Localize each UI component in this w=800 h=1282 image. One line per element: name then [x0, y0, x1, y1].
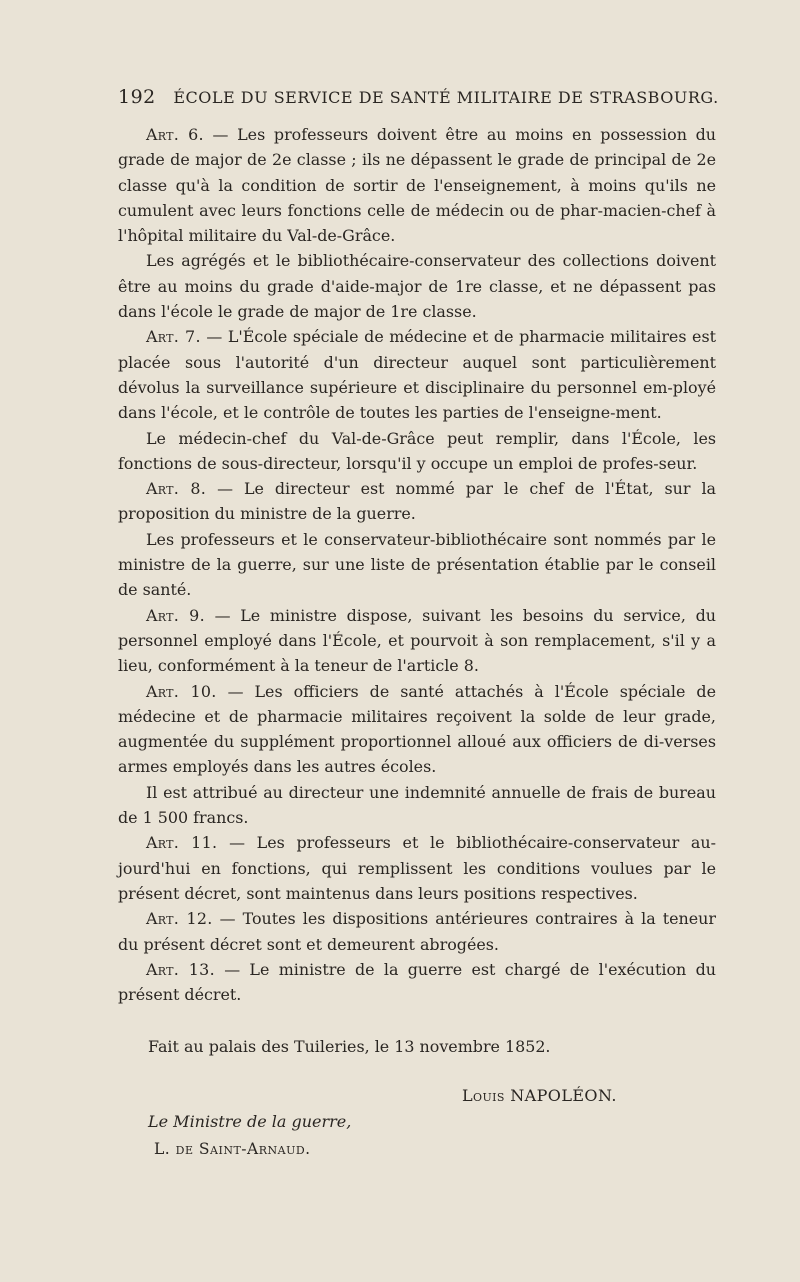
article-label: Art. 7.	[146, 327, 201, 347]
paragraph-text: — Toutes les dispositions antérieures contraires à la teneur du présent décret sont et demeurent abrogées.	[118, 909, 716, 954]
paragraph-art-12	[118, 906, 716, 957]
paragraph-text: — Le directeur est nommé par le chef de l'État, sur la proposition du ministre de la guerre.	[118, 479, 717, 524]
paragraph-art-13	[118, 957, 716, 1008]
article-label: Art. 13.	[146, 959, 215, 979]
paragraph-text: Le médecin-chef du Val-de-Grâce peut remplir, dans l'École, les fonctions de sous-directeur, lorsqu'il y occupe un emploi de profes-seur.	[118, 428, 716, 473]
article-label: Art. 8.	[146, 479, 207, 499]
paragraph-text: Il est attribué au directeur une indemnité annuelle de frais de bureau de 1 500 francs.	[118, 782, 716, 828]
paragraph-text: — Les professeurs et le bibliothécaire-conservateur au-jourd'hui en fonctions, qui remplissent les conditions voulues par le présent décret, sont maintenus dans leurs positions respectives.	[118, 833, 716, 903]
paragraph	[118, 426, 716, 477]
page-number: 192	[118, 86, 156, 108]
paragraph-text: — Le ministre de la guerre est chargé de l'exécution du présent décret.	[118, 959, 716, 1005]
paragraph-art-9	[118, 603, 716, 679]
paragraph-art-7	[118, 324, 716, 425]
signature-minister: L. de Saint-Arnaud.	[154, 1140, 311, 1158]
body-text	[118, 122, 716, 1007]
paragraph	[118, 780, 716, 831]
signature-emperor: Louis NAPOLÉON.	[462, 1086, 617, 1105]
paragraph	[118, 527, 716, 603]
paragraph-art-6	[118, 122, 716, 248]
article-label: Art. 10.	[146, 681, 217, 701]
paragraph-text: Les agrégés et le bibliothécaire-conservateur des collections doivent être au moins du grade d'aide-major de 1re classe, et ne dépassent pas dans l'école le grade de major de 1re classe.	[118, 251, 716, 322]
paragraph-text: — Les professeurs doivent être au moins en possession du grade de major de 2e classe ; ils ne dépassent le grade de principal de 2e classe qu'à la condition de sortir de l'enseignement, à moins qu'ils ne cumulent avec leurs fonctions celle de médecin ou de phar-macien-chef à l'hôpital militaire du Val-de-Grâce.	[118, 125, 717, 246]
header-title: ÉCOLE DU SERVICE DE SANTÉ MILITAIRE DE STRASBOURG.	[173, 88, 719, 107]
paragraph-text: — Le ministre dispose, suivant les besoins du service, du personnel employé dans l'École, et pourvoit à son remplacement, s'il y a lieu, conformément à la teneur de l'article 8.	[118, 605, 717, 676]
paragraph-text: — Les officiers de santé attachés à l'École spéciale de médecine et de pharmacie militaires reçoivent la solde de leur grade, augmentée du supplément proportionnel alloué aux officiers de di-verses armes employés dans les autres écoles.	[118, 681, 716, 777]
paragraph	[118, 248, 716, 324]
article-label: Art. 6.	[146, 125, 204, 144]
place-date: Fait au palais des Tuileries, le 13 novembre 1852.	[148, 1037, 551, 1056]
paragraph-art-8	[118, 476, 716, 527]
running-header	[118, 86, 719, 108]
signatory-title: Le Ministre de la guerre,	[148, 1112, 352, 1131]
paragraph-text: Les professeurs et le conservateur-bibliothécaire sont nommés par le ministre de la guerre, sur une liste de présentation établie par le conseil de santé.	[118, 529, 716, 600]
paragraph-art-11	[118, 830, 716, 906]
article-label: Art. 12.	[146, 909, 213, 929]
article-label: Art. 9.	[146, 605, 205, 625]
paragraph-art-10	[118, 679, 716, 780]
paragraph-text: — L'École spéciale de médecine et de pharmacie militaires est placée sous l'autorité d'un directeur auquel sont particulièrement dévolus la surveillance supérieure et disciplinaire du personnel em-ployé dans l'école, et le contrôle de toutes les parties de l'enseigne-ment.	[118, 327, 717, 423]
article-label: Art. 11.	[146, 833, 218, 853]
